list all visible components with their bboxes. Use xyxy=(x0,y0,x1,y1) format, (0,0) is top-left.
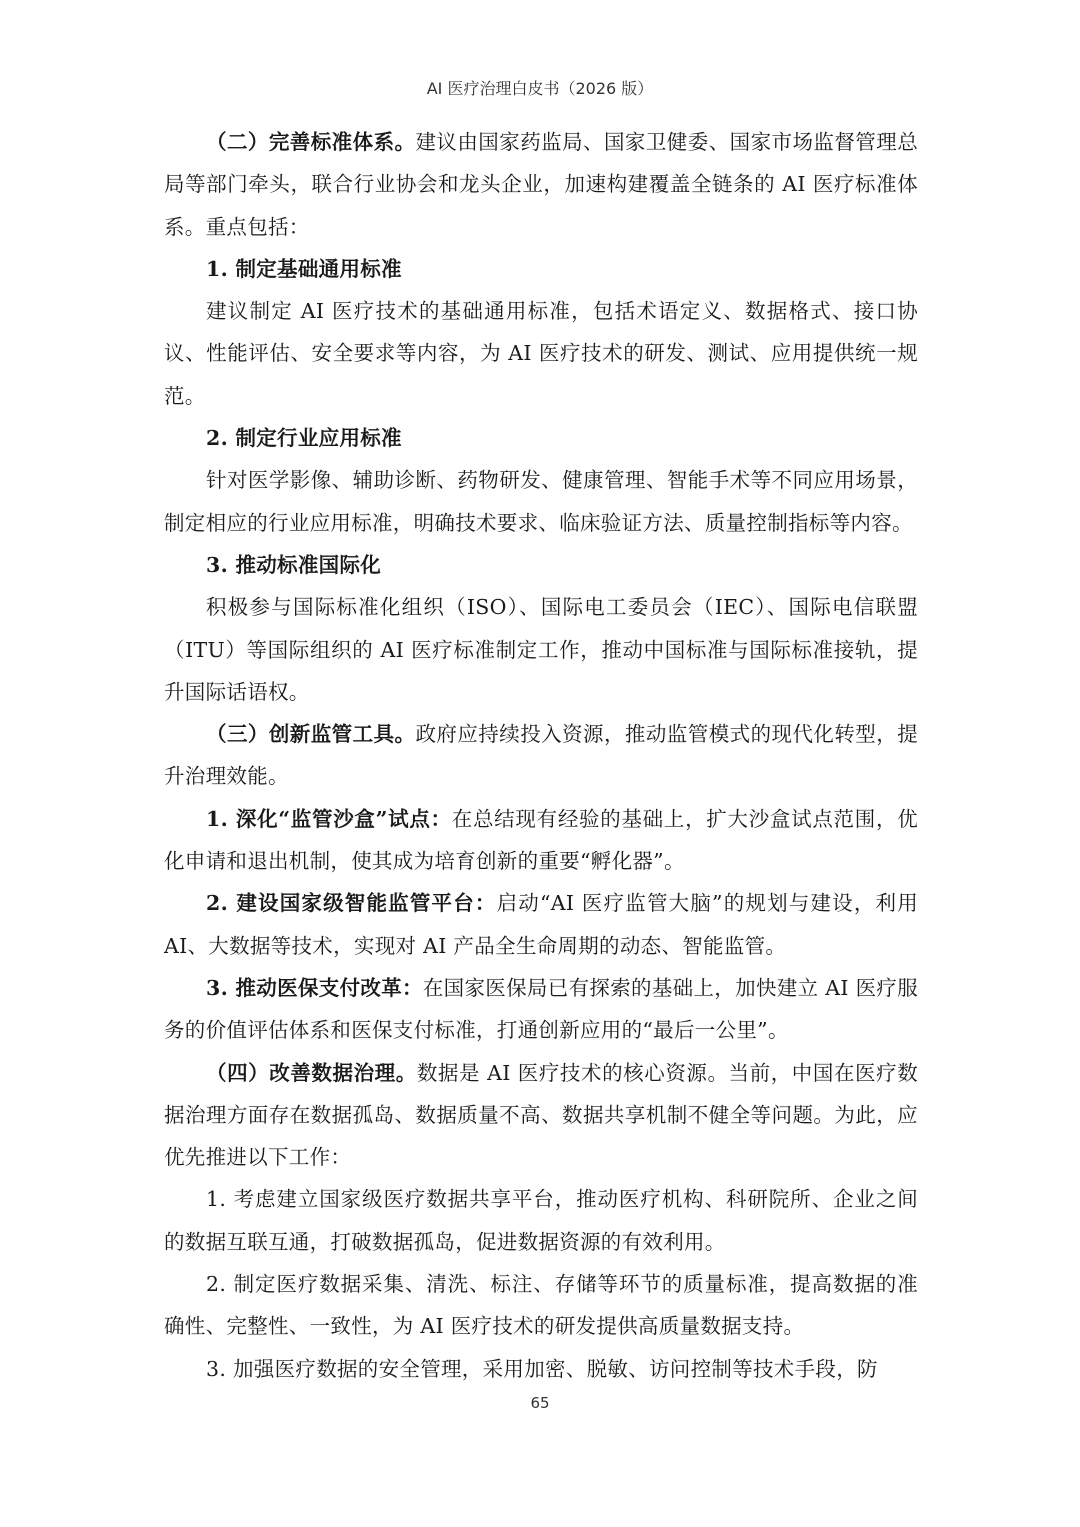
paragraph-text: 2. 制定医疗数据采集、清洗、标注、存储等环节的质量标准，提高数据的准确性、完整性、一致性，为 AI 医疗技术的研发提供高质量数据支持。 xyxy=(164,1272,918,1339)
paragraph-insurance-reform xyxy=(164,967,918,1052)
paragraph-text: 在国家医保局已有探索的基础上，加快建立 AI 医疗服务的价值评估体系和医保支付标准，打通创新应用的“最后一公里”。 xyxy=(164,975,919,1043)
paragraph-text: 积极参与国际标准化组织（ISO）、国际电工委员会（IEC）、国际电信联盟（ITU）等国际组织的 AI 医疗标准制定工作，推动中国标准与国际标准接轨，提升国际话语权。 xyxy=(164,595,918,704)
paragraph-text: 数据是 AI 医疗技术的核心资源。当前，中国在医疗数据治理方面存在数据孤岛、数据质量不高、数据共享机制不健全等问题。为此，应优先推进以下工作： xyxy=(164,1060,919,1170)
paragraph-industry-standards xyxy=(164,459,918,544)
item-lead: 1. 深化“监管沙盒”试点： xyxy=(206,806,452,831)
paragraph-text: 1. 考虑建立国家级医疗数据共享平台，推动医疗机构、科研院所、企业之间的数据互联互通，打破数据孤岛，促进数据资源的有效利用。 xyxy=(164,1187,918,1254)
paragraph-text: 政府应持续投入资源，推动监管模式的现代化转型，提升治理效能。 xyxy=(164,722,918,789)
section-heading-3: （三）创新监管工具。 xyxy=(206,722,416,747)
subheading-text: 1. 制定基础通用标准 xyxy=(206,256,402,281)
paragraph-data-governance xyxy=(164,1052,918,1179)
paragraph-text: 启动“AI 医疗监管大脑”的规划与建设，利用 AI、大数据等技术，实现对 AI 产品全生命周期的动态、智能监管。 xyxy=(164,891,918,958)
paragraph-text: 建议由国家药监局、国家卫健委、国家市场监督管理总局等部门牵头，联合行业协会和龙头企业，加速构建覆盖全链条的 AI 医疗标准体系。重点包括： xyxy=(164,130,918,239)
subheading-industry-standards xyxy=(164,417,918,459)
item-lead: 2. 建设国家级智能监管平台： xyxy=(206,891,497,916)
paragraph-standards-system xyxy=(164,121,918,248)
page-number: 65 xyxy=(530,1394,550,1412)
item-lead: 3. 推动医保支付改革： xyxy=(206,975,423,1000)
paragraph-general-standards xyxy=(164,290,918,417)
paragraph-regulatory-tools xyxy=(164,713,918,798)
subheading-international-standards xyxy=(164,544,918,586)
paragraph-text: 3. 加强医疗数据的安全管理，采用加密、脱敏、访问控制等技术手段，防 xyxy=(206,1356,878,1381)
paragraph-text: 在总结现有经验的基础上，扩大沙盒试点范围，优化申请和退出机制，使其成为培育创新的重要“孵化器”。 xyxy=(164,806,918,874)
paragraph-international-standards xyxy=(164,586,918,713)
paragraph-sandbox xyxy=(164,798,918,883)
subheading-text: 2. 制定行业应用标准 xyxy=(206,426,402,451)
body-text xyxy=(164,121,918,1390)
subheading-general-standards xyxy=(164,248,918,290)
paragraph-data-quality xyxy=(164,1263,918,1348)
running-header: AI 医疗治理白皮书（2026 版） xyxy=(426,79,654,98)
paragraph-data-security xyxy=(164,1348,918,1390)
subheading-text: 3. 推动标准国际化 xyxy=(206,552,382,577)
section-heading-4: （四）改善数据治理。 xyxy=(206,1060,417,1085)
paragraph-text: 建议制定 AI 医疗技术的基础通用标准，包括术语定义、数据格式、接口协议、性能评估、安全要求等内容，为 AI 医疗技术的研发、测试、应用提供统一规范。 xyxy=(164,299,918,408)
paragraph-text: 针对医学影像、辅助诊断、药物研发、健康管理、智能手术等不同应用场景，制定相应的行业应用标准，明确技术要求、临床验证方法、质量控制指标等内容。 xyxy=(164,468,918,535)
section-heading-2: （二）完善标准体系。 xyxy=(206,130,416,154)
paragraph-smart-platform xyxy=(164,882,918,967)
paragraph-data-sharing xyxy=(164,1178,918,1263)
